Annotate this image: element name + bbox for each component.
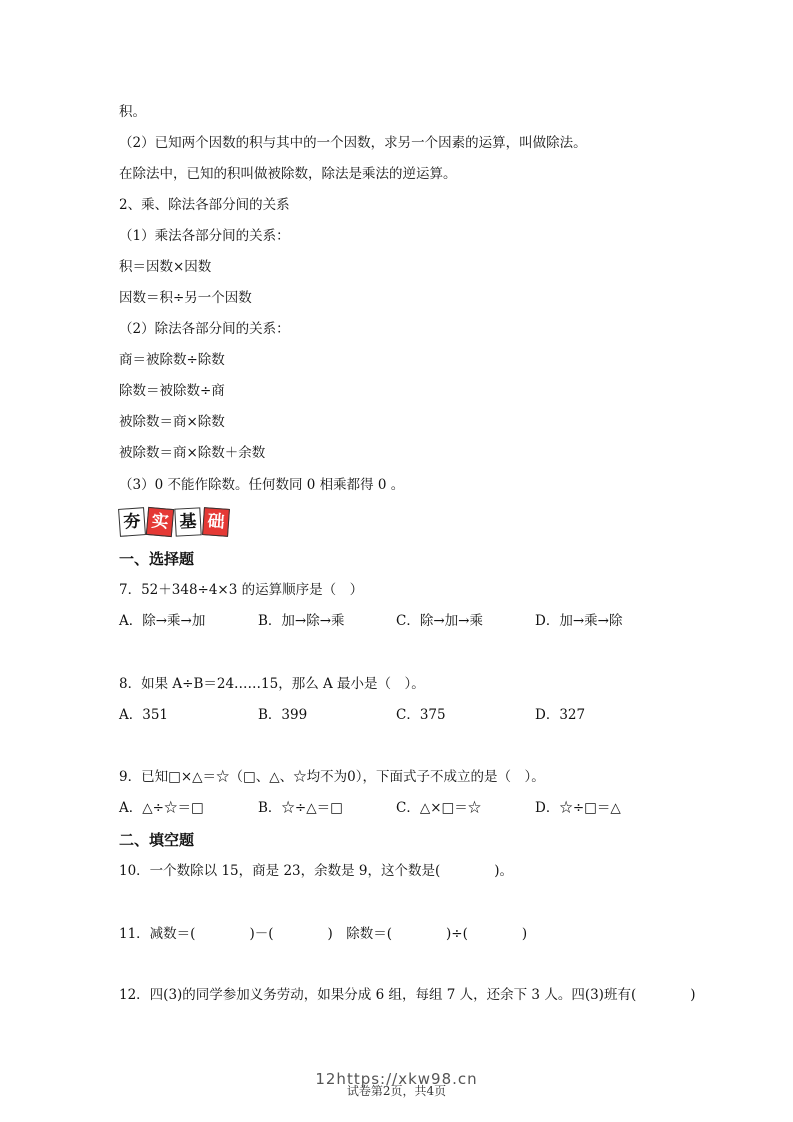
body-line: 在除法中，已知的积叫做被除数，除法是乘法的逆运算。 xyxy=(119,166,457,182)
option-a: A．351 xyxy=(119,707,169,723)
option-d: D．加→乘→除 xyxy=(535,613,623,629)
option-d: D．327 xyxy=(535,707,586,723)
question-11: 11．减数＝( )－( ) 除数＝( )÷( ) xyxy=(119,926,528,942)
body-line: 被除数＝商×除数＋余数 xyxy=(119,445,266,461)
body-line: 积＝因数×因数 xyxy=(119,259,212,275)
body-line: 商＝被除数÷除数 xyxy=(119,352,225,368)
option-b: B．加→除→乘 xyxy=(258,613,345,629)
question-12: 12．四(3)的同学参加义务劳动，如果分成 6 组，每组 7 人，还余下 3 人。四(3)班有( ) xyxy=(119,987,696,1003)
banner-char: 实 xyxy=(146,507,174,537)
body-line: （2）已知两个因数的积与其中的一个因数，求另一个因素的运算，叫做除法。 xyxy=(119,135,587,151)
body-line: 2、乘、除法各部分间的关系 xyxy=(119,197,290,213)
option-c: C．△×□＝☆ xyxy=(396,800,482,816)
option-c: C．除→加→乘 xyxy=(396,613,483,629)
banner-char: 基 xyxy=(174,507,201,536)
option-b: B．399 xyxy=(258,707,308,723)
option-d: D．☆÷□＝△ xyxy=(535,800,621,816)
body-line: （2）除法各部分间的关系： xyxy=(119,321,290,337)
question-8: 8．如果 A÷B＝24……15，那么 A 最小是（ ）。 xyxy=(119,676,425,692)
body-line: （3）0 不能作除数。任何数同 0 相乘都得 0 。 xyxy=(119,477,405,493)
option-c: C．375 xyxy=(396,707,446,723)
body-line: （1）乘法各部分间的关系： xyxy=(119,228,290,244)
page-number: 试卷第2页，共4页 xyxy=(346,1084,447,1098)
body-line: 被除数＝商×除数 xyxy=(119,414,225,430)
section-heading-choice: 一、选择题 xyxy=(119,550,195,568)
banner-char: 础 xyxy=(202,507,230,537)
watermark: 12https://xkw98.cn xyxy=(315,1070,478,1088)
question-9: 9．已知□×△＝☆（□、△、☆均不为0），下面式子不成立的是（ ）。 xyxy=(119,769,545,785)
option-b: B．☆÷△＝□ xyxy=(258,800,343,816)
section-heading-fill: 二、填空题 xyxy=(119,831,195,849)
banner-char: 夯 xyxy=(118,507,146,537)
option-a: A．除→乘→加 xyxy=(119,613,206,629)
body-line: 除数＝被除数÷商 xyxy=(119,383,225,399)
question-10: 10．一个数除以 15，商是 23，余数是 9，这个数是( )。 xyxy=(119,863,514,879)
body-line: 因数＝积÷另一个因数 xyxy=(119,290,252,306)
question-7: 7．52＋348÷4×3 的运算顺序是（ ） xyxy=(119,582,364,598)
body-line: 积。 xyxy=(119,104,146,120)
option-a: A．△÷☆＝□ xyxy=(119,800,204,816)
page-footer xyxy=(0,1070,793,1098)
section-banner xyxy=(119,508,229,536)
